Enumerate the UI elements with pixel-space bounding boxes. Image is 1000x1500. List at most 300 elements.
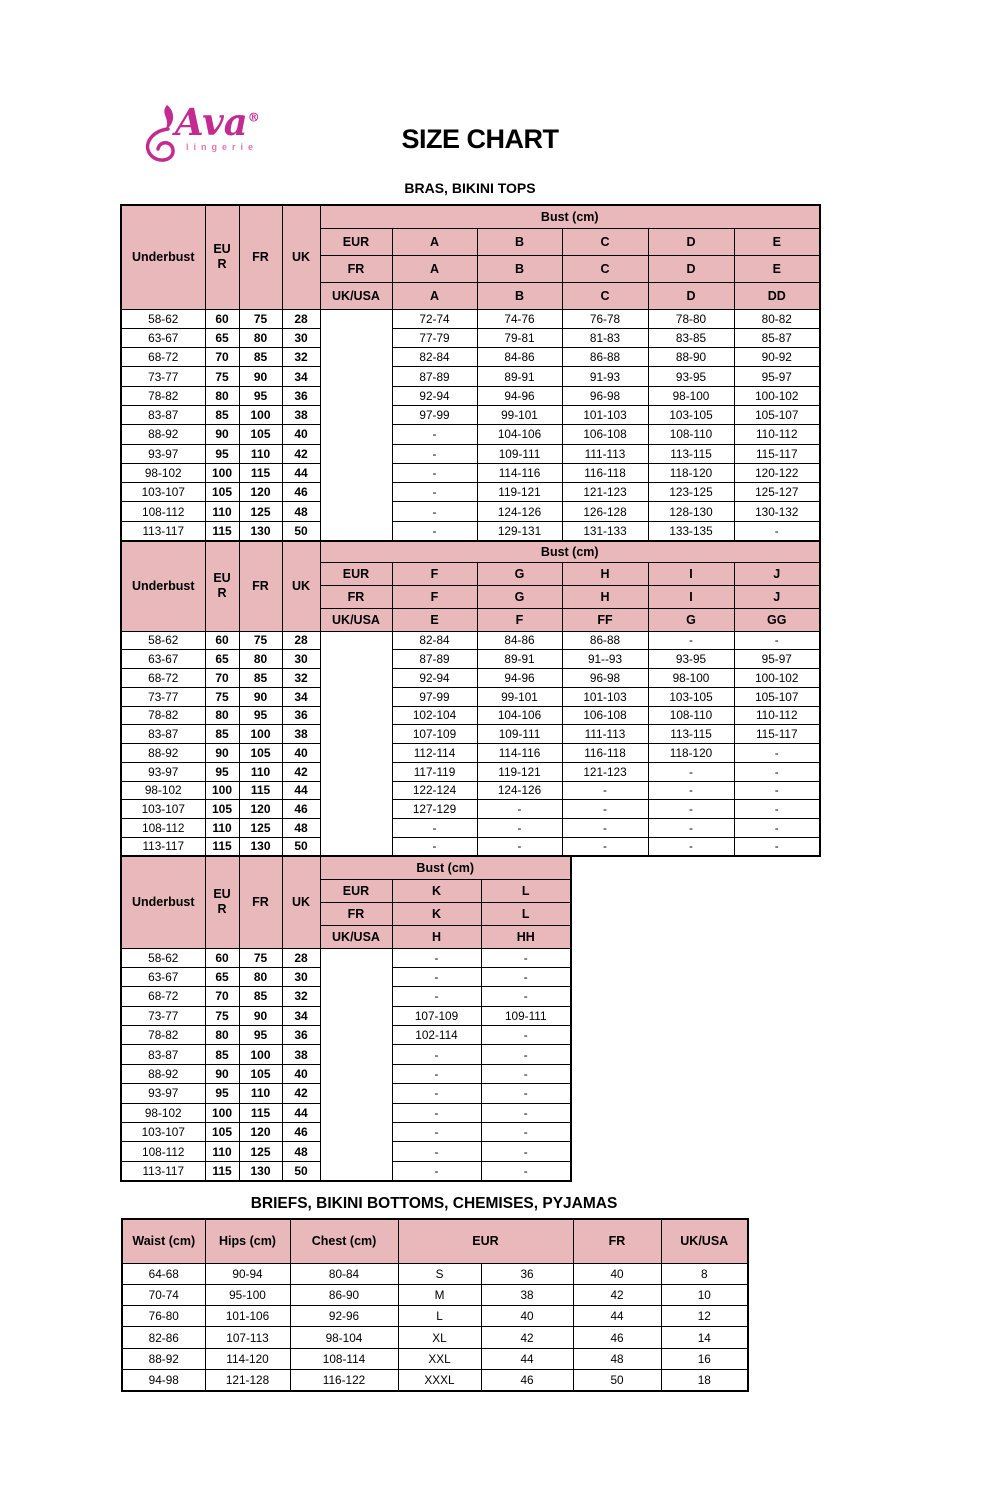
bust-range: - (392, 1045, 481, 1064)
bust-range: 116-118 (562, 744, 648, 763)
header-row-bust (121, 856, 571, 879)
underbust-value: 113-117 (121, 521, 205, 540)
underbust-value: 98-102 (121, 781, 205, 800)
uk-size: 30 (282, 967, 320, 986)
underbust-value: 93-97 (121, 1084, 205, 1103)
fr-size: 80 (239, 650, 282, 669)
bust-range: 106-108 (562, 706, 648, 725)
briefs-value: 36 (481, 1263, 573, 1284)
cup-letter: B (477, 228, 562, 255)
bust-range: - (734, 744, 820, 763)
briefs-value: 98-104 (290, 1327, 398, 1348)
spacer-cell (320, 948, 392, 967)
cup-letter: K (392, 902, 481, 925)
underbust-value: 108-112 (121, 502, 205, 521)
bust-range: 77-79 (392, 328, 477, 347)
eur-size: 105 (205, 483, 239, 502)
size-row (121, 309, 820, 328)
eur-size: 80 (205, 706, 239, 725)
bust-range: 105-107 (734, 687, 820, 706)
bust-range: 121-123 (562, 483, 648, 502)
uk-size: 50 (282, 1161, 320, 1180)
underbust-value: 73-77 (121, 367, 205, 386)
spacer-cell (320, 650, 392, 669)
bra-size-table-1 (120, 204, 821, 542)
briefs-value: L (398, 1306, 481, 1327)
bust-range: - (481, 1064, 571, 1083)
briefs-value: 80-84 (290, 1263, 398, 1284)
fr-size: 110 (239, 1084, 282, 1103)
cup-letter: C (562, 228, 648, 255)
eur-size: 85 (205, 405, 239, 424)
spacer-cell (320, 819, 392, 838)
briefs-value: 40 (481, 1306, 573, 1327)
bust-cm-header: Bust (cm) (320, 541, 820, 562)
briefs-value: 12 (661, 1306, 748, 1327)
briefs-size-row (122, 1306, 748, 1327)
uk-size: 28 (282, 631, 320, 650)
cup-letter: D (648, 282, 734, 309)
bust-range: 113-115 (648, 725, 734, 744)
bust-range: - (392, 819, 477, 838)
eur-size: 90 (205, 1064, 239, 1083)
bust-range: 109-111 (481, 1006, 571, 1025)
bust-range: 94-96 (477, 386, 562, 405)
eur-size: 95 (205, 762, 239, 781)
cup-letter: I (648, 562, 734, 585)
bust-range: 93-95 (648, 367, 734, 386)
bust-range: - (392, 425, 477, 444)
eur-size: 95 (205, 444, 239, 463)
eur-size: 60 (205, 948, 239, 967)
bust-range: - (734, 631, 820, 650)
bust-range: - (734, 800, 820, 819)
uk-size: 44 (282, 1103, 320, 1122)
bust-range: - (648, 631, 734, 650)
fr-size: 95 (239, 706, 282, 725)
bust-range: - (392, 967, 481, 986)
bust-range: 98-100 (648, 386, 734, 405)
spacer-cell (320, 425, 392, 444)
cup-letter: F (392, 585, 477, 608)
underbust-value: 78-82 (121, 706, 205, 725)
bust-range: 76-78 (562, 309, 648, 328)
cup-letter: HH (481, 925, 571, 948)
uk-size: 42 (282, 444, 320, 463)
bust-range: 92-94 (392, 669, 477, 688)
cup-letter: A (392, 255, 477, 282)
fr-size: 115 (239, 1103, 282, 1122)
bust-range: 122-124 (392, 781, 477, 800)
spacer-cell (320, 1064, 392, 1083)
eur-size: 85 (205, 725, 239, 744)
spacer-cell (320, 405, 392, 424)
eur-size: 80 (205, 386, 239, 405)
briefs-column-header: Hips (cm) (205, 1219, 290, 1263)
cup-letter: H (562, 562, 648, 585)
eur-size: 95 (205, 1084, 239, 1103)
uk-size: 48 (282, 1142, 320, 1161)
cup-letter: J (734, 585, 820, 608)
briefs-value: 116-122 (290, 1369, 398, 1390)
bust-range: 104-106 (477, 706, 562, 725)
cup-letter: A (392, 282, 477, 309)
bust-range: 131-133 (562, 521, 648, 540)
briefs-value: 64-68 (122, 1263, 205, 1284)
bust-range: 84-86 (477, 631, 562, 650)
briefs-value: 46 (481, 1369, 573, 1390)
size-row (121, 1064, 571, 1083)
bust-range: - (481, 1045, 571, 1064)
region-label: EUR (320, 228, 392, 255)
uk-size: 40 (282, 425, 320, 444)
bras-section-title: BRAS, BIKINI TOPS (404, 180, 536, 196)
fr-size: 90 (239, 1006, 282, 1025)
briefs-value: 14 (661, 1327, 748, 1348)
briefs-value: S (398, 1263, 481, 1284)
bra-size-table-2 (120, 540, 821, 857)
cup-letter: D (648, 255, 734, 282)
uk-size: 36 (282, 1026, 320, 1045)
briefs-value: XXL (398, 1348, 481, 1369)
eur-size: 100 (205, 463, 239, 482)
spacer-cell (320, 328, 392, 347)
cup-letter: L (481, 879, 571, 902)
briefs-value: 42 (573, 1284, 661, 1305)
fr-size: 80 (239, 967, 282, 986)
bust-range: 87-89 (392, 367, 477, 386)
fr-size: 125 (239, 1142, 282, 1161)
size-row (121, 948, 571, 967)
spacer-cell (320, 706, 392, 725)
briefs-value: 94-98 (122, 1369, 205, 1390)
cup-letter: G (477, 585, 562, 608)
briefs-header-row (122, 1219, 748, 1263)
fr-size: 130 (239, 1161, 282, 1180)
bust-range: - (392, 1103, 481, 1122)
size-row (121, 1103, 571, 1122)
underbust-value: 63-67 (121, 967, 205, 986)
bust-range: - (477, 837, 562, 856)
bust-range: 117-119 (392, 762, 477, 781)
cup-letter: H (392, 925, 481, 948)
fr-size: 75 (239, 631, 282, 650)
bust-range: 108-110 (648, 706, 734, 725)
bust-range: 124-126 (477, 781, 562, 800)
briefs-column-header: FR (573, 1219, 661, 1263)
spacer-cell (320, 1142, 392, 1161)
bust-range: 127-129 (392, 800, 477, 819)
uk-size: 28 (282, 948, 320, 967)
bust-range: - (392, 1064, 481, 1083)
bust-range: 108-110 (648, 425, 734, 444)
bra-table-section-3 (120, 855, 572, 1182)
fr-size: 100 (239, 1045, 282, 1064)
fr-size: 115 (239, 781, 282, 800)
bust-range: - (562, 819, 648, 838)
fr-size: 130 (239, 837, 282, 856)
bust-range: - (392, 987, 481, 1006)
briefs-column-header: EUR (398, 1219, 573, 1263)
size-row (121, 725, 820, 744)
uk-size: 50 (282, 521, 320, 540)
spacer-cell (320, 521, 392, 540)
spacer-cell (320, 1084, 392, 1103)
bust-range: - (481, 1084, 571, 1103)
size-row (121, 819, 820, 838)
bust-range: - (734, 521, 820, 540)
underbust-value: 58-62 (121, 631, 205, 650)
bust-range: 86-88 (562, 631, 648, 650)
cup-letter: E (392, 608, 477, 631)
corner-fr: FR (239, 856, 282, 948)
uk-size: 38 (282, 405, 320, 424)
fr-size: 100 (239, 725, 282, 744)
size-row (121, 650, 820, 669)
briefs-value: 95-100 (205, 1284, 290, 1305)
cup-letter: B (477, 255, 562, 282)
corner-eur (205, 856, 239, 948)
eur-size: 65 (205, 967, 239, 986)
briefs-value: 48 (573, 1348, 661, 1369)
fr-size: 125 (239, 819, 282, 838)
corner-underbust: Underbust (121, 205, 205, 309)
size-row (121, 837, 820, 856)
fr-size: 85 (239, 987, 282, 1006)
bust-range: - (648, 819, 734, 838)
size-row (121, 425, 820, 444)
cup-letter: DD (734, 282, 820, 309)
bust-range: 102-104 (392, 706, 477, 725)
header-row-bust (121, 205, 820, 228)
cup-letter: K (392, 879, 481, 902)
bra-size-tables (120, 204, 880, 1184)
bust-range: 88-90 (648, 348, 734, 367)
bust-range: 124-126 (477, 502, 562, 521)
uk-size: 30 (282, 650, 320, 669)
fr-size: 95 (239, 386, 282, 405)
briefs-value: 114-120 (205, 1348, 290, 1369)
size-row (121, 348, 820, 367)
underbust-value: 63-67 (121, 328, 205, 347)
bust-range: 85-87 (734, 328, 820, 347)
underbust-value: 68-72 (121, 987, 205, 1006)
size-row (121, 706, 820, 725)
bust-range: - (648, 762, 734, 781)
bust-range: 79-81 (477, 328, 562, 347)
uk-size: 38 (282, 1045, 320, 1064)
bust-range: 113-115 (648, 444, 734, 463)
bust-range: - (734, 819, 820, 838)
size-row (121, 502, 820, 521)
briefs-value: M (398, 1284, 481, 1305)
bust-range: 104-106 (477, 425, 562, 444)
bust-range: 115-117 (734, 444, 820, 463)
briefs-size-row (122, 1369, 748, 1390)
fr-size: 120 (239, 483, 282, 502)
fr-size: 110 (239, 762, 282, 781)
size-row (121, 967, 571, 986)
briefs-size-row (122, 1327, 748, 1348)
briefs-value: 44 (481, 1348, 573, 1369)
uk-size: 44 (282, 463, 320, 482)
region-label: FR (320, 902, 392, 925)
underbust-value: 93-97 (121, 762, 205, 781)
eur-size: 90 (205, 425, 239, 444)
bra-size-table-3 (120, 855, 572, 1182)
bust-range: 133-135 (648, 521, 734, 540)
underbust-value: 58-62 (121, 948, 205, 967)
bust-range: 103-105 (648, 687, 734, 706)
uk-size: 46 (282, 1123, 320, 1142)
bra-table-section-1 (120, 204, 821, 542)
underbust-value: 83-87 (121, 725, 205, 744)
bust-range: 118-120 (648, 744, 734, 763)
underbust-value: 88-92 (121, 425, 205, 444)
bust-range: 109-111 (477, 444, 562, 463)
bust-range: - (648, 837, 734, 856)
bust-cm-header: Bust (cm) (320, 856, 571, 879)
briefs-value: XXXL (398, 1369, 481, 1390)
bust-range: - (392, 837, 477, 856)
eur-size: 115 (205, 1161, 239, 1180)
brand-subtitle: lingerie (186, 142, 259, 152)
underbust-value: 103-107 (121, 800, 205, 819)
fr-size: 120 (239, 1123, 282, 1142)
spacer-cell (320, 1103, 392, 1122)
cup-letter: GG (734, 608, 820, 631)
cup-letter: C (562, 282, 648, 309)
bust-range: 84-86 (477, 348, 562, 367)
underbust-value: 98-102 (121, 463, 205, 482)
eur-size: 70 (205, 669, 239, 688)
cup-letter: B (477, 282, 562, 309)
bust-range: - (648, 781, 734, 800)
fr-size: 80 (239, 328, 282, 347)
size-row (121, 1084, 571, 1103)
bust-range: - (562, 781, 648, 800)
size-row (121, 781, 820, 800)
bust-range: 81-83 (562, 328, 648, 347)
briefs-value: 76-80 (122, 1306, 205, 1327)
bust-range: 107-109 (392, 1006, 481, 1025)
uk-size: 36 (282, 706, 320, 725)
uk-size: 46 (282, 800, 320, 819)
fr-size: 120 (239, 800, 282, 819)
spacer-cell (320, 631, 392, 650)
briefs-value: 108-114 (290, 1348, 398, 1369)
size-row (121, 463, 820, 482)
eur-size: 90 (205, 744, 239, 763)
bust-range: - (392, 521, 477, 540)
bust-range: 89-91 (477, 367, 562, 386)
uk-size: 42 (282, 1084, 320, 1103)
size-row (121, 1026, 571, 1045)
bust-range: 110-112 (734, 706, 820, 725)
spacer-cell (320, 762, 392, 781)
uk-size: 48 (282, 502, 320, 521)
spacer-cell (320, 463, 392, 482)
uk-size: 46 (282, 483, 320, 502)
briefs-value: 88-92 (122, 1348, 205, 1369)
bust-range: 116-118 (562, 463, 648, 482)
uk-size: 40 (282, 744, 320, 763)
briefs-value: 8 (661, 1263, 748, 1284)
fr-size: 105 (239, 425, 282, 444)
bra-table-section-2 (120, 540, 821, 857)
spacer-cell (320, 1123, 392, 1142)
registered-mark: ® (247, 110, 260, 125)
underbust-value: 58-62 (121, 309, 205, 328)
cup-letter: A (392, 228, 477, 255)
fr-size: 125 (239, 502, 282, 521)
uk-size: 40 (282, 1064, 320, 1083)
eur-size: 60 (205, 631, 239, 650)
underbust-value: 113-117 (121, 837, 205, 856)
underbust-value: 108-112 (121, 819, 205, 838)
spacer-cell (320, 800, 392, 819)
briefs-value: 121-128 (205, 1369, 290, 1390)
bust-range: - (477, 800, 562, 819)
eur-size: 105 (205, 800, 239, 819)
bust-range: - (562, 837, 648, 856)
spacer-cell (320, 687, 392, 706)
spacer-cell (320, 987, 392, 1006)
bust-cm-header: Bust (cm) (320, 205, 820, 228)
underbust-value: 88-92 (121, 744, 205, 763)
bust-range: - (648, 800, 734, 819)
bust-range: 91-93 (562, 367, 648, 386)
briefs-value: 10 (661, 1284, 748, 1305)
eur-size: 105 (205, 1123, 239, 1142)
underbust-value: 78-82 (121, 386, 205, 405)
eur-size: 115 (205, 521, 239, 540)
region-label: EUR (320, 562, 392, 585)
size-row (121, 987, 571, 1006)
bust-range: 114-116 (477, 463, 562, 482)
bust-range: 87-89 (392, 650, 477, 669)
page-title: SIZE CHART (401, 124, 559, 154)
bust-range: 123-125 (648, 483, 734, 502)
bust-range: 103-105 (648, 405, 734, 424)
size-row (121, 444, 820, 463)
eur-size: 115 (205, 837, 239, 856)
size-row (121, 687, 820, 706)
bust-range: 114-116 (477, 744, 562, 763)
uk-size: 48 (282, 819, 320, 838)
bust-range: 82-84 (392, 631, 477, 650)
bust-range: 97-99 (392, 687, 477, 706)
fr-size: 110 (239, 444, 282, 463)
bust-range: - (392, 948, 481, 967)
underbust-value: 103-107 (121, 483, 205, 502)
briefs-column-header: UK/USA (661, 1219, 748, 1263)
bust-range: 128-130 (648, 502, 734, 521)
briefs-value: 40 (573, 1263, 661, 1284)
bust-range: 94-96 (477, 669, 562, 688)
size-row (121, 762, 820, 781)
briefs-value: 38 (481, 1284, 573, 1305)
briefs-value: 86-90 (290, 1284, 398, 1305)
bust-range: 90-92 (734, 348, 820, 367)
cup-letter: E (734, 228, 820, 255)
corner-uk: UK (282, 856, 320, 948)
uk-size: 44 (282, 781, 320, 800)
bust-range: 101-103 (562, 405, 648, 424)
bust-range: 82-84 (392, 348, 477, 367)
eur-size: 70 (205, 348, 239, 367)
uk-size: 32 (282, 987, 320, 1006)
